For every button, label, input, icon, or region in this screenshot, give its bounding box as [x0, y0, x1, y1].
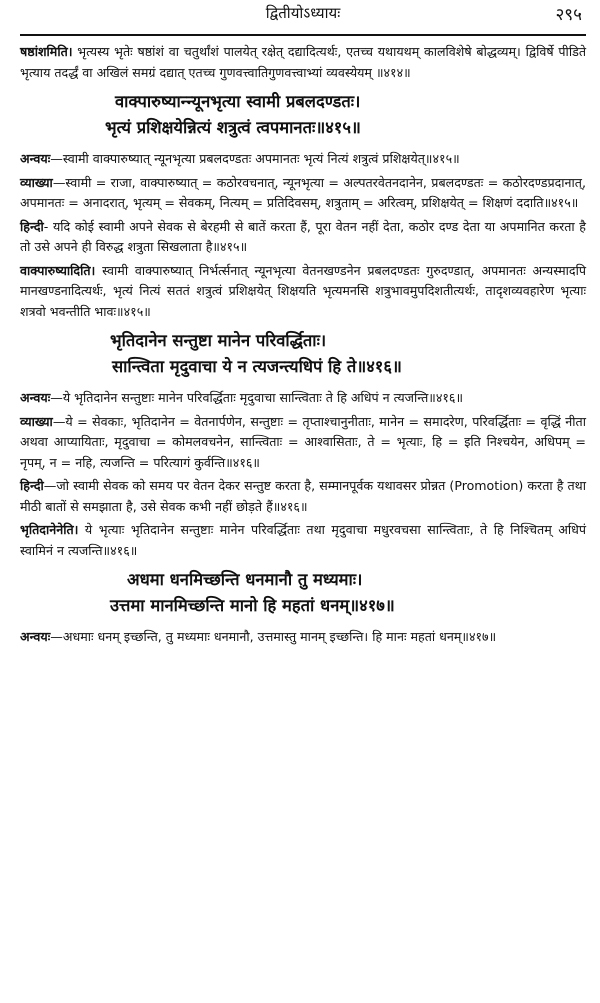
vyakhya-text: —स्वामी = राजा, वाक्पारुष्यात् = कठोरवचनात्, न्यूनभृत्या = अल्पतरवेतनदानेन, प्रबलदण्डतः = कठोरदण्डप्रदानात्, अपमानतः = अनादरात्, भृत्यम् = सेवकम्, नित्यम् = प्रतिदिवसम्, शत्रुताम् = अरित्वम्, प्रशिक्षयेत् = शिक्षणं ददाति॥४१५॥	[20, 174, 586, 210]
anvaya-text: —ये भृतिदानेन सन्तुष्टाः मानेन परिवर्द्धिताः मृदुवाचा सान्त्विताः ते हि अधिपं न त्यजन्ति॥४१६॥	[50, 390, 464, 405]
hindi-text: - यदि कोई स्वामी अपने सेवक से बेरहमी से बातें करता हैं, पूरा वेतन नहीं देता, कठोर दण्ड देता या अपमानित करता है तो उसे अपने ही विरुद्ध शत्रुता सिखलाता है॥४१५॥	[20, 218, 586, 254]
commentary-label: षष्ठांशमिति।	[20, 44, 73, 59]
anvaya-paragraph	[20, 627, 586, 648]
verse-block	[20, 89, 586, 141]
commentary-paragraph	[20, 520, 586, 561]
page-number: २९५	[555, 5, 582, 25]
hindi-paragraph	[20, 476, 586, 517]
anvaya-label: अन्वयः	[20, 390, 51, 405]
hindi-paragraph	[20, 217, 586, 258]
vyakhya-paragraph	[20, 173, 586, 214]
commentary-text: ये भृत्याः भृतिदानेन सन्तुष्टाः मानेन परिवर्द्धिताः तथा मृदुवाचा मधुरवचसा सान्त्विताः, ते हि निश्चितम् अधिपं स्वामिनं न त्यजन्ति॥४१६॥	[20, 522, 586, 558]
anvaya-paragraph	[20, 149, 586, 170]
verse-line: उत्तमा मानमिच्छन्ति मानो हि महतां धनम्॥४१७॥	[110, 596, 395, 615]
verse-block	[20, 567, 586, 619]
anvaya-text: —अधमाः धनम् इच्छन्ति, तु मध्यमाः धनमानौ, उत्तमास्तु मानम् इच्छन्ति। हि मानः महतां धनम्॥४१७॥	[50, 629, 497, 644]
hindi-label: हिन्दी	[20, 478, 44, 493]
verse-block	[20, 328, 586, 380]
vyakhya-label: व्याख्या	[20, 413, 53, 429]
commentary-label: वाक्पारुष्यादिति।	[20, 262, 96, 278]
anvaya-label: अन्वयः	[20, 629, 51, 644]
header-rule	[20, 34, 586, 36]
commentary-text: स्वामी वाक्पारुष्यात् निर्भर्त्सनात् न्यूनभृत्या वेतनखण्डनेन प्रबलदण्डतः गुरुदण्डात्, अपमानतः अन्यस्मादपि मानखण्डनादित्यर्थः, भृत्यं नित्यं सततं शत्रुत्वं प्रशिक्षयेत् शिक्षयति भृत्यमनसि शत्रुभावमुपदिशतीत्यर्थः, तादृशव्यवहारेण भृत्याः शत्रवो भवन्तीति भावः॥४१५॥	[20, 262, 586, 319]
verse-line: अधमा धनमिच्छन्ति धनमानौ तु मध्यमाः।	[127, 570, 363, 589]
vyakhya-label: व्याख्या	[20, 174, 53, 190]
hindi-text: —जो स्वामी सेवक को समय पर वेतन देकर सन्तुष्ट करता है, सम्मानपूर्वक यथावसर प्रोन्नत (Promotion) करता है तथा मीठी बातों से समझाता है, उसे सेवक कभी नहीं छोड़ते हैं॥४१६॥	[20, 478, 586, 514]
verse-line: भृतिदानेन सन्तुष्टा मानेन परिवर्द्धिताः।	[110, 331, 327, 350]
hindi-label: हिन्दी	[20, 218, 44, 234]
chapter-title: द्वितीयोऽध्यायः	[265, 4, 341, 22]
commentary-paragraph	[20, 261, 586, 323]
verse-line: भृत्यं प्रशिक्षयेन्नित्यं शत्रुत्वं त्वपमानतः॥४१५॥	[105, 118, 361, 137]
anvaya-label: अन्वयः	[20, 151, 51, 166]
page-header	[20, 0, 586, 34]
commentary-label: भृतिदानेनेति।	[20, 522, 79, 537]
verse-line: सान्त्विता मृदुवाचा ये न त्यजन्त्यधिपं हि ते॥४१६॥	[112, 357, 402, 376]
anvaya-paragraph	[20, 388, 586, 409]
vyakhya-paragraph	[20, 412, 586, 474]
verse-line: वाक्पारुष्यान्न्यूनभृत्या स्वामी प्रबलदण्डतः।	[115, 92, 361, 111]
vyakhya-text: —ये = सेवकाः, भृतिदानेन = वेतनार्पणेन, सन्तुष्टाः = तृप्ताश्चानुनीताः, मानेन = समादरेण, परिवर्द्धिताः = वृद्धिं नीता अथवा आप्यायिताः, मृदुवाचा = कोमलवचनेन, सान्त्विताः = आश्वासिताः, ते = भृत्याः, हि = इति निश्चयेन, अधिपम् = नृपम्, न = नहि, त्यजन्ति = परित्यागं कुर्वन्ति॥४१६॥	[20, 413, 586, 470]
commentary-paragraph	[20, 42, 586, 83]
anvaya-text: —स्वामी वाक्पारुष्यात् न्यूनभृत्या प्रबलदण्डतः अपमानतः भृत्यं नित्यं शत्रुत्वं प्रशिक्षयेत्॥४१५॥	[50, 151, 460, 166]
commentary-text: भृत्यस्य भृतेः षष्ठांशं वा चतुर्थांशं पालयेत् रक्षेत् दद्यादित्यर्थः, एतच्च यथायथम् कालविशेषे बोद्धव्यम्। द्विविर्षे पीडिते भृत्याय तदर्द्धं वा अखिलं समग्रं दद्यात् एतच्च गुणवत्त्वातिगुणवत्त्वाभ्यां व्यवस्येयम् ॥४१४॥	[20, 44, 586, 80]
